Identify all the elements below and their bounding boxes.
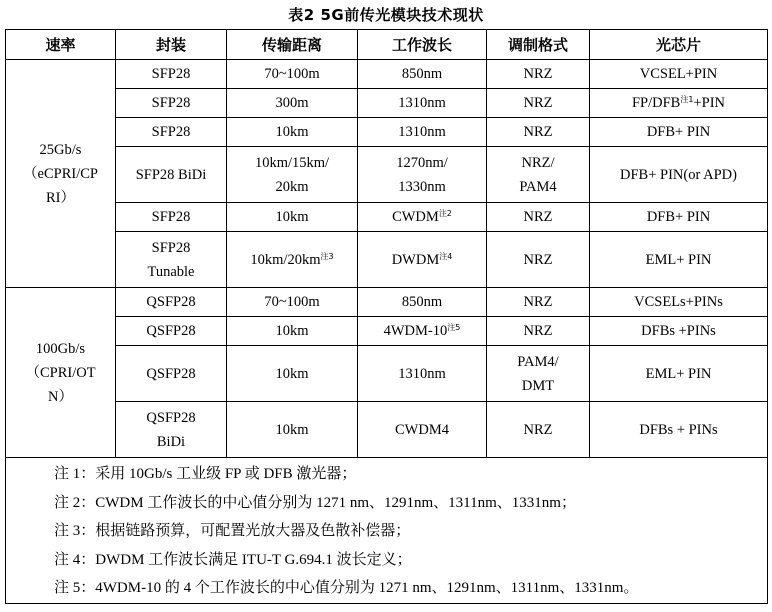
- modulation-cell: [487, 89, 590, 118]
- modulation-cell: [487, 317, 590, 346]
- package-cell: [116, 317, 227, 346]
- modulation-cell: [487, 288, 590, 317]
- note-1: 注 1：采用 10Gb/s 工业级 FP 或 DFB 激光器；: [54, 466, 357, 482]
- modulation-cell: [487, 232, 590, 288]
- package-cell: [116, 402, 227, 458]
- chip: EML+ PIN: [645, 251, 712, 268]
- chip-cell: [590, 60, 768, 89]
- distance: 10km: [275, 365, 309, 382]
- modulation-line: NRZ: [523, 66, 553, 82]
- package-line: BiDi: [156, 433, 186, 450]
- rate-line: 25Gb/s: [39, 141, 82, 158]
- rate-line: 100Gb/s: [35, 340, 86, 357]
- table-row: [6, 89, 768, 118]
- modulation-line: NRZ: [523, 251, 553, 268]
- header-package: 封装: [116, 30, 227, 60]
- wavelength-cell: [358, 147, 487, 203]
- header-wavelength: 工作波长: [358, 30, 487, 60]
- modulation-line: DMT: [521, 377, 555, 394]
- distance-cell: [227, 89, 358, 118]
- modulation-line: PAM4/: [517, 353, 559, 370]
- wavelength-line: 1270nm/: [396, 154, 448, 171]
- wavelength-cell: [358, 317, 487, 346]
- wavelength-cell: [358, 89, 487, 118]
- distance-cell: [227, 147, 358, 203]
- chip: DFB+ PIN(or APD): [620, 166, 737, 183]
- wavelength-cell: [358, 118, 487, 147]
- chip: VCSEL+PIN: [639, 66, 718, 82]
- distance-cell: [227, 402, 358, 458]
- table-row: [6, 203, 768, 232]
- chip-cell: [590, 317, 768, 346]
- table-row: [6, 346, 768, 402]
- modulation-line: NRZ: [523, 95, 553, 111]
- wavelength-cell: [358, 402, 487, 458]
- table-row: [6, 402, 768, 458]
- wavelength-cell: [358, 232, 487, 288]
- package-cell: [116, 118, 227, 147]
- package-line: SFP28: [151, 239, 191, 256]
- modulation-line: NRZ: [523, 421, 553, 438]
- rate-line: RI）: [46, 189, 75, 206]
- distance-line: 20km: [275, 178, 309, 195]
- chip: DFB+ PIN: [646, 124, 711, 140]
- wavelength: 1310nm: [398, 124, 446, 140]
- table-row: [6, 60, 768, 89]
- wavelength-cell: [358, 203, 487, 232]
- table-body: [6, 60, 768, 458]
- distance-cell: [227, 203, 358, 232]
- table-row: [6, 147, 768, 203]
- package-line: SFP28: [151, 66, 191, 82]
- wavelength: CWDM4: [395, 421, 449, 438]
- notes-cell: [6, 458, 768, 604]
- distance-cell: [227, 232, 358, 288]
- chip-suffix: +PIN: [693, 95, 725, 111]
- distance-cell: [227, 317, 358, 346]
- note-2: 注 2：CWDM 工作波长的中心值分别为 1271 nm、1291nm、1311nm、1331nm；: [54, 494, 576, 511]
- chip: FP/DFB: [631, 95, 681, 111]
- rate-line: （eCPRI/CP: [23, 165, 98, 182]
- note-3: 注 3：根据链路预算，可配置光放大器及色散补偿器；: [54, 523, 411, 539]
- package-line: Tunable: [147, 263, 195, 280]
- wavelength-cell: [358, 288, 487, 317]
- modulation-line: PAM4: [519, 178, 557, 195]
- modulation-cell: [487, 203, 590, 232]
- modulation-cell: [487, 60, 590, 89]
- notes-row: [6, 458, 768, 604]
- modulation-line: NRZ: [523, 124, 553, 140]
- chip-cell: [590, 346, 768, 402]
- table-title: 表2 5G前传光模块技术现状: [288, 6, 484, 24]
- package-cell: [116, 346, 227, 402]
- distance: 70~100m: [264, 66, 320, 82]
- header-modulation: 调制格式: [487, 30, 590, 60]
- footnote-marker: 注1: [680, 95, 694, 104]
- chip-cell: [590, 402, 768, 458]
- package-cell: [116, 203, 227, 232]
- chip-cell: [590, 232, 768, 288]
- wavelength-cell: [358, 60, 487, 89]
- note-4: 注 4：DWDM 工作波长满足 ITU-T G.694.1 波长定义；: [54, 551, 412, 568]
- rate-line: N）: [48, 388, 73, 405]
- wavelength: CWDM: [392, 209, 439, 225]
- chip-cell: [590, 118, 768, 147]
- header-distance: 传输距离: [227, 30, 358, 60]
- table-row: [6, 232, 768, 288]
- table-row: [6, 288, 768, 317]
- wavelength: 1310nm: [398, 365, 446, 382]
- package-line: SFP28 BiDi: [135, 166, 207, 183]
- package-line: SFP28: [151, 124, 191, 140]
- footnote-marker: 注4: [439, 251, 453, 261]
- package-line: QSFP28: [146, 365, 196, 382]
- modulation-cell: [487, 346, 590, 402]
- footnote-marker: 注3: [320, 251, 334, 261]
- distance-cell: [227, 346, 358, 402]
- distance: 300m: [275, 95, 309, 111]
- package-cell: [116, 60, 227, 89]
- wavelength: 850nm: [401, 66, 443, 82]
- optical-module-table: [5, 29, 768, 604]
- modulation-line: NRZ: [523, 323, 553, 339]
- distance-cell: [227, 118, 358, 147]
- distance-cell: [227, 60, 358, 89]
- package-line: QSFP28: [146, 409, 196, 426]
- distance: 70~100m: [264, 294, 320, 310]
- package-cell: [116, 147, 227, 203]
- header-rate: 速率: [6, 30, 116, 60]
- header-chip: 光芯片: [590, 30, 768, 60]
- modulation-cell: [487, 147, 590, 203]
- chip-cell: [590, 288, 768, 317]
- distance: 10km: [275, 421, 309, 438]
- header-row: [6, 30, 768, 60]
- package-cell: [116, 232, 227, 288]
- modulation-cell: [487, 118, 590, 147]
- footnote-marker: 注5: [447, 323, 461, 332]
- table-row: [6, 317, 768, 346]
- wavelength: 1310nm: [398, 95, 446, 111]
- package-line: SFP28: [151, 209, 191, 225]
- distance: 10km: [275, 209, 309, 225]
- modulation-line: NRZ: [523, 294, 553, 310]
- package-cell: [116, 89, 227, 118]
- wavelength: 850nm: [401, 294, 443, 310]
- rate-cell: [6, 288, 116, 458]
- chip: VCSELs+PINs: [634, 294, 723, 310]
- distance-cell: [227, 288, 358, 317]
- package-cell: [116, 288, 227, 317]
- modulation-line: NRZ: [523, 209, 553, 225]
- rate-line: （CPRI/OT: [25, 364, 96, 381]
- chip: DFB+ PIN: [646, 209, 711, 225]
- distance-line: 10km/15km/: [254, 154, 330, 171]
- distance: 10km/20km: [250, 251, 321, 268]
- table-row: [6, 118, 768, 147]
- note-5: 注 5：4WDM-10 的 4 个工作波长的中心值分别为 1271 nm、1291nm、1311nm、1331nm。: [54, 580, 639, 596]
- chip: DFBs + PINs: [639, 421, 718, 438]
- chip: DFBs +PINs: [641, 323, 716, 339]
- chip-cell: [590, 147, 768, 203]
- rate-cell: [6, 60, 116, 288]
- package-line: SFP28: [151, 95, 191, 111]
- chip-cell: [590, 89, 768, 118]
- distance: 10km: [275, 124, 309, 140]
- wavelength: DWDM: [391, 251, 440, 268]
- package-line: QSFP28: [146, 294, 196, 310]
- chip: EML+ PIN: [645, 365, 712, 382]
- modulation-cell: [487, 402, 590, 458]
- modulation-line: NRZ/: [521, 154, 555, 171]
- footnote-marker: 注2: [438, 209, 452, 218]
- distance: 10km: [275, 323, 309, 339]
- wavelength-line: 1330nm: [398, 178, 446, 195]
- package-line: QSFP28: [146, 323, 196, 339]
- chip-cell: [590, 203, 768, 232]
- wavelength: 4WDM-10: [383, 323, 448, 339]
- wavelength-cell: [358, 346, 487, 402]
